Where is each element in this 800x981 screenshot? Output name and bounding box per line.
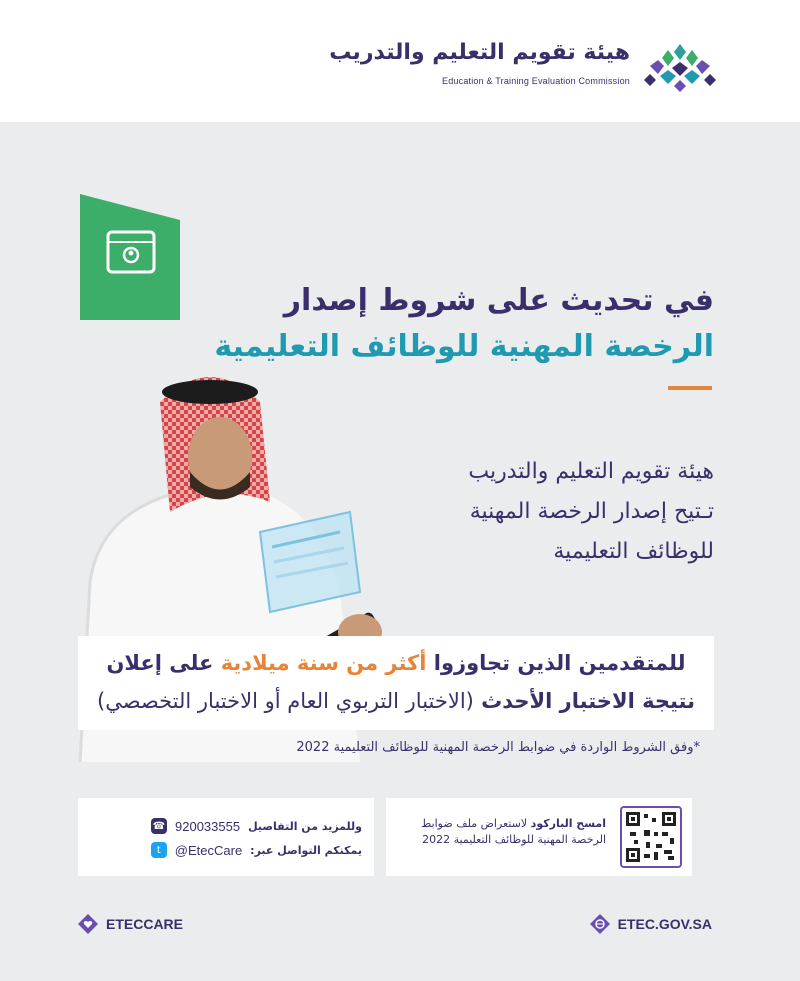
eligibility-text-a: للمتقدمين الذين تجاوزوا xyxy=(426,651,686,675)
etec-logo xyxy=(329,40,720,100)
eligibility-box xyxy=(78,636,714,730)
subtext xyxy=(314,452,714,572)
subtext-line-1: هيئة تقويم التعليم والتدريب xyxy=(468,459,714,484)
qr-code[interactable] xyxy=(620,806,682,868)
twitter-handle[interactable]: @EtecCare xyxy=(174,842,243,858)
social-label: يمكنكم التواصل عبر: xyxy=(250,843,362,857)
eligibility-line-1 xyxy=(78,644,714,682)
eligibility-line-2 xyxy=(78,682,714,720)
headline-line-1: في تحديث على شروط إصدار xyxy=(283,283,714,318)
twitter-icon: t xyxy=(151,842,167,858)
phone-row xyxy=(151,818,362,834)
etec-logo-icon xyxy=(640,40,720,96)
headline-line-2: الرخصة المهنية للوظائف التعليمية xyxy=(214,329,714,364)
qr-code-icon xyxy=(626,812,676,862)
phone-label: وللمزيد من التفاصيل xyxy=(248,819,362,833)
footer-left-label: ETECCARE xyxy=(106,916,184,932)
footnote: *وفق الشروط الواردة في ضوابط الرخصة المهنية للوظائف التعليمية 2022 xyxy=(296,740,700,755)
footer-eteccare[interactable] xyxy=(78,914,183,934)
test-types-text: (الاختبار التربوي العام أو الاختبار التخصصي) xyxy=(97,689,474,713)
qr-box xyxy=(386,798,692,876)
qr-caption-rest: لاستعراض ملف ضوابط xyxy=(421,817,531,830)
divider xyxy=(668,386,712,390)
eligibility-highlight: أكثر من سنة ميلادية xyxy=(220,651,427,675)
globe-diamond-icon xyxy=(590,914,610,934)
org-name-en: Education & Training Evaluation Commission xyxy=(442,76,630,86)
footer-right-label: ETEC.GOV.SA xyxy=(617,916,712,932)
org-name-ar: هيئة تقويم التعليم والتدريب xyxy=(329,40,630,65)
subtext-line-3: للوظائف التعليمية xyxy=(553,539,714,564)
qr-caption-bold: امسح الباركود xyxy=(530,817,606,830)
phone-number[interactable]: 920033555 xyxy=(175,818,241,834)
content-panel xyxy=(0,122,800,981)
qr-caption xyxy=(396,816,606,848)
profile-card-tab xyxy=(80,194,180,320)
heart-diamond-icon xyxy=(78,914,98,934)
subtext-line-2: تـتيح إصدار الرخصة المهنية xyxy=(469,499,714,524)
social-row xyxy=(151,842,362,858)
eligibility-text-b: على إعلان xyxy=(106,651,221,675)
footer-website[interactable] xyxy=(590,914,712,934)
phone-icon: ☎ xyxy=(151,818,167,834)
header xyxy=(0,0,800,122)
headline xyxy=(214,278,714,370)
qr-caption-line-2: الرخصة المهنية للوظائف التعليمية 2022 xyxy=(422,833,606,846)
latest-result-text: نتيجة الاختبار الأحدث xyxy=(473,689,695,713)
contact-box xyxy=(78,798,374,876)
